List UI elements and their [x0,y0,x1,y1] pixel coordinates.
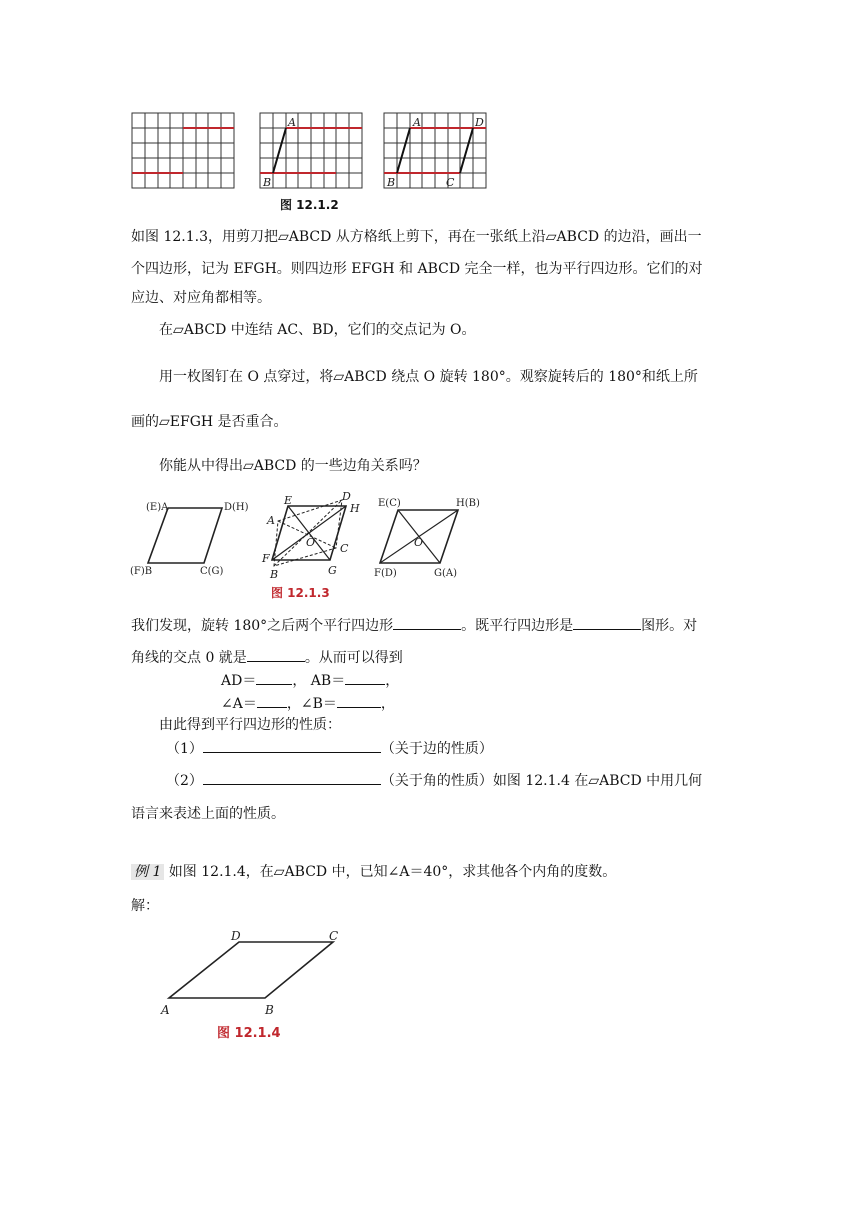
p1-label-tr: D(H) [224,502,249,513]
para1-line3: 应边、对应角都相等。 [131,290,271,306]
prop1 [166,738,493,759]
prop2-cont: 语言来表述上面的性质。 [131,806,285,822]
grid-3-label-b: B [387,176,396,189]
p1-label-tl: (E)A [146,502,169,513]
eq2-b: ，∠B＝ [286,696,337,712]
p1-label-bl: (F)B [130,566,153,577]
fill-line2-b: 。从而可以得到 [304,650,403,666]
p3-label-tl: E(C) [378,498,401,509]
grid-1 [132,113,234,188]
fig3-label-d: D [231,929,241,943]
grid-2-label-a: A [288,116,296,129]
figure-12-1-2-caption: 图 12.1.2 [280,198,339,212]
fill-eq1 [221,670,399,691]
para1-line1: 如图 12.1.3，用剪刀把▱ABCD 从方格纸上剪下，再在一张纸上沿▱ABCD 的边沿，画出一 [131,229,702,245]
grid-2-segment-ab [273,128,286,173]
para3-line2: 画的▱EFGH 是否重合。 [131,414,288,430]
solution-label: 解： [131,898,159,914]
prop2-num: （2） [166,773,203,789]
fig3-label-b: B [265,1003,274,1017]
eq1-b: ， AB＝ [292,673,346,689]
conclude: 由此得到平行四边形的性质： [159,717,341,733]
fill-line1-c: 图形。对 [641,618,698,634]
para3-line1: 用一枚图钉在 O 点穿过，将▱ABCD 绕点 O 旋转 180°。观察旋转后的 180°和纸上所 [159,369,698,385]
p1-label-br: C(G) [200,566,224,577]
fill-line1-a: 我们发现，旋转 180°之后两个平行四边形 [131,618,394,634]
fig3-label-a: A [161,1003,170,1017]
example-1 [131,862,616,882]
question: 你能从中得出▱ABCD 的一些边角关系吗？ [159,458,427,474]
blank-prop2[interactable] [203,770,381,785]
p2-label-h: H [350,502,360,515]
fill-line1 [131,615,697,636]
p3-label-o: O [414,536,424,549]
p3-label-bl: F(D) [374,568,397,579]
grid-3-segment-dc [460,128,473,173]
prop2-note: （关于角的性质）如图 12.1.4 在▱ABCD 中用几何 [380,773,703,789]
example-tag: 例 1 [131,864,164,880]
grid-3-segment-ab [397,128,410,173]
p2-label-e: E [284,494,293,507]
grid-3-label-c: C [446,176,455,189]
grid-2 [260,113,362,188]
para2: 在▱ABCD 中连结 AC、BD，它们的交点记为 O。 [159,322,476,338]
blank-angle-b[interactable] [337,693,381,708]
fill-line2 [131,647,403,668]
eq1-a: AD＝ [221,673,257,689]
grid-3-label-a: A [413,116,421,129]
grid-3-label-d: D [475,116,484,129]
fill-line2-a: 角线的交点 0 就是 [131,650,247,666]
prop2 [166,770,702,791]
blank-ab[interactable] [345,670,385,685]
p2-label-o: O [306,536,316,549]
parallelogram-1 [148,508,222,563]
p2-label-d: D [342,490,351,503]
p3-label-tr: H(B) [456,498,480,509]
figure-12-1-4-caption: 图 12.1.4 [217,1026,281,1041]
blank-angle-a[interactable] [257,693,287,708]
p2-diag-fh [272,506,346,560]
p2-label-a: A [267,514,275,527]
figure-12-1-3-caption: 图 12.1.3 [271,586,330,600]
blank-coincide[interactable] [393,615,461,630]
fig3-label-c: C [329,929,339,943]
example-text: 如图 12.1.4，在▱ABCD 中，已知∠A＝40°，求其他各个内角的度数。 [164,864,617,880]
para1-line2: 个四边形，记为 EFGH。则四边形 EFGH 和 ABCD 完全一样，也为平行四边形。它们的对 [131,261,703,277]
prop1-note: （关于边的性质） [380,741,493,757]
figure-12-1-2 [128,108,528,218]
p2-label-f: F [262,552,270,565]
blank-prop1[interactable] [203,738,381,753]
p2-label-c: C [340,542,349,555]
prop1-num: （1） [166,741,203,757]
p2-label-b: B [270,568,279,581]
grid-3 [384,113,486,188]
figure-12-1-4 [155,926,345,1044]
p2-label-g: G [328,564,337,577]
fill-line1-b: 。既平行四边形是 [461,618,574,634]
parallelogram-abcd-shape [169,942,333,998]
p3-label-br: G(A) [434,568,458,579]
blank-ad[interactable] [256,670,292,685]
grid-2-label-b: B [263,176,272,189]
fill-eq2 [221,693,395,714]
eq1-c: ， [385,673,400,689]
figure-12-1-3 [128,488,498,600]
eq2-c: ， [380,696,395,712]
blank-center[interactable] [247,647,305,662]
blank-symmetry-type[interactable] [573,615,641,630]
eq2-a: ∠A＝ [221,696,257,712]
